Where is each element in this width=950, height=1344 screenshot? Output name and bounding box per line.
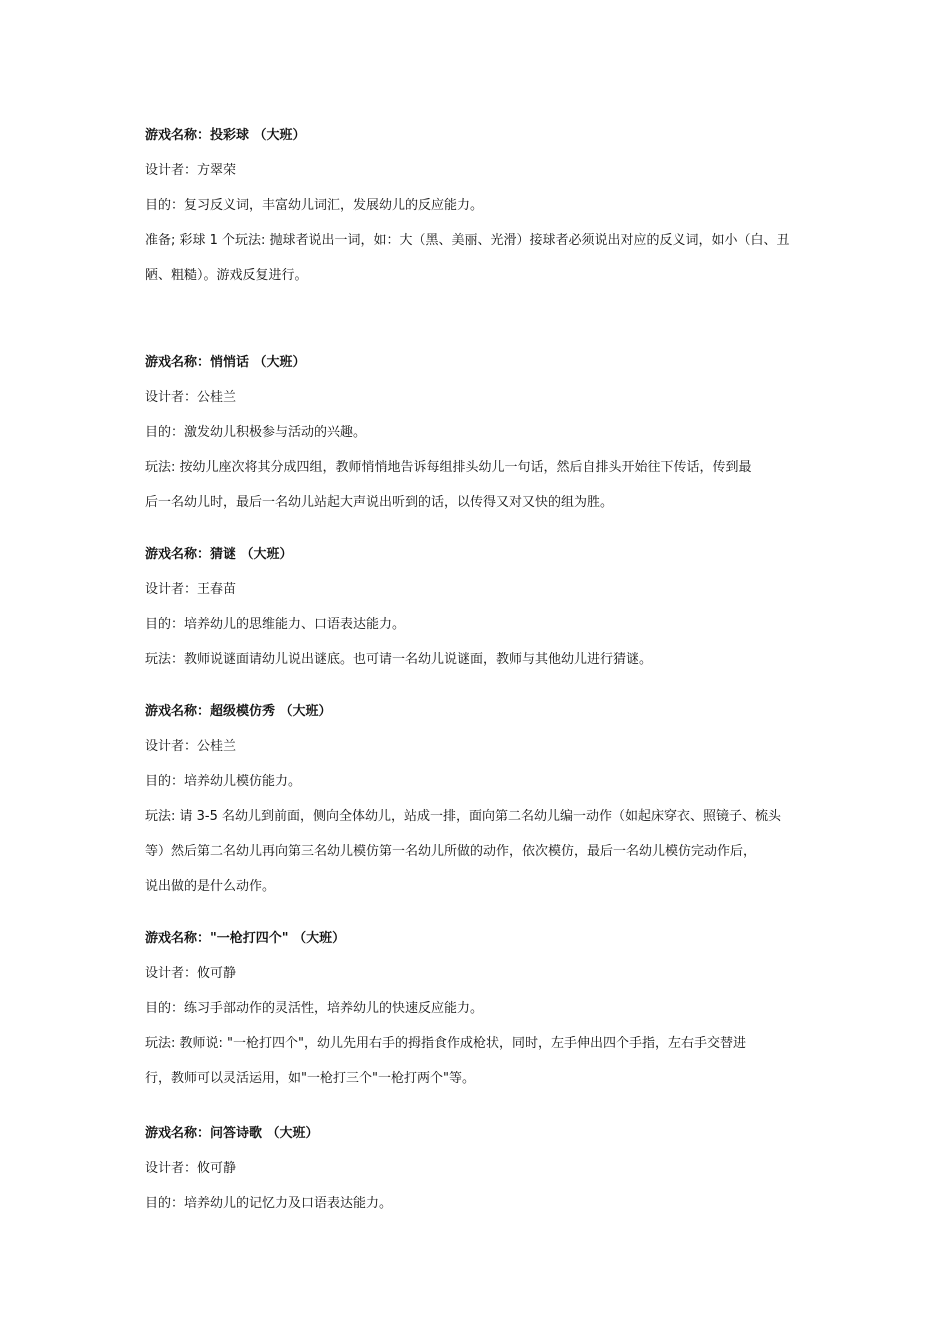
game-play-line: 玩法: 教师说: "一枪打四个"，幼儿先用右手的拇指食作成枪状，同时，左手伸出四个手指，左右手交替进 (145, 1036, 746, 1051)
game-purpose: 目的：复习反义词，丰富幼儿词汇，发展幼儿的反应能力。 (145, 198, 484, 213)
game-designer: 设计者：攸可静 (145, 1161, 237, 1176)
game-designer: 设计者：公桂兰 (145, 390, 237, 405)
game-purpose: 目的：练习手部动作的灵活性，培养幼儿的快速反应能力。 (145, 1001, 484, 1016)
game-designer: 设计者：公桂兰 (145, 739, 237, 754)
game-play-line: 行，教师可以灵活运用，如"一枪打三个"一枪打两个"等。 (145, 1071, 475, 1086)
game-title: 游戏名称：问答诗歌 （大班） (145, 1126, 319, 1141)
game-purpose: 目的：激发幼儿积极参与活动的兴趣。 (145, 425, 367, 440)
game-play-line: 陋、粗糙）。游戏反复进行。 (145, 268, 308, 283)
game-title: 游戏名称：超级模仿秀 （大班） (145, 704, 332, 719)
game-purpose: 目的：培养幼儿模仿能力。 (145, 774, 302, 789)
game-play-line: 准备; 彩球 1 个玩法: 抛球者说出一词，如：大（黑、美丽、光滑）接球者必须说出对应的反义词，如小（白、丑 (145, 233, 790, 248)
game-designer: 设计者：王春苗 (145, 582, 237, 597)
game-title: 游戏名称：悄悄话 （大班） (145, 355, 306, 370)
game-play-line: 等）然后第二名幼儿再向第三名幼儿模仿第一名幼儿所做的动作，依次模仿，最后一名幼儿模仿完动作后， (145, 844, 757, 859)
game-purpose: 目的：培养幼儿的记忆力及口语表达能力。 (145, 1196, 393, 1211)
game-designer: 设计者：方翠荣 (145, 163, 237, 178)
game-play-line: 玩法: 请 3-5 名幼儿到前面，侧向全体幼儿，站成一排，面向第二名幼儿编一动作（如起床穿衣、照镜子、梳头 (145, 809, 782, 824)
game-designer: 设计者：攸可静 (145, 966, 237, 981)
game-purpose: 目的：培养幼儿的思维能力、口语表达能力。 (145, 617, 406, 632)
game-title: 游戏名称："一枪打四个" （大班） (145, 931, 346, 946)
game-title: 游戏名称：投彩球 （大班） (145, 128, 306, 143)
game-play-line: 玩法: 按幼儿座次将其分成四组，教师悄悄地告诉每组排头幼儿一句话，然后自排头开始往下传话，传到最 (145, 460, 752, 475)
game-play-line: 说出做的是什么动作。 (145, 879, 276, 894)
game-title: 游戏名称：猜谜 （大班） (145, 547, 293, 562)
game-play-line: 玩法：教师说谜面请幼儿说出谜底。也可请一名幼儿说谜面，教师与其他幼儿进行猜谜。 (145, 652, 653, 667)
game-play-line: 后一名幼儿时，最后一名幼儿站起大声说出听到的话，以传得又对又快的组为胜。 (145, 495, 614, 510)
